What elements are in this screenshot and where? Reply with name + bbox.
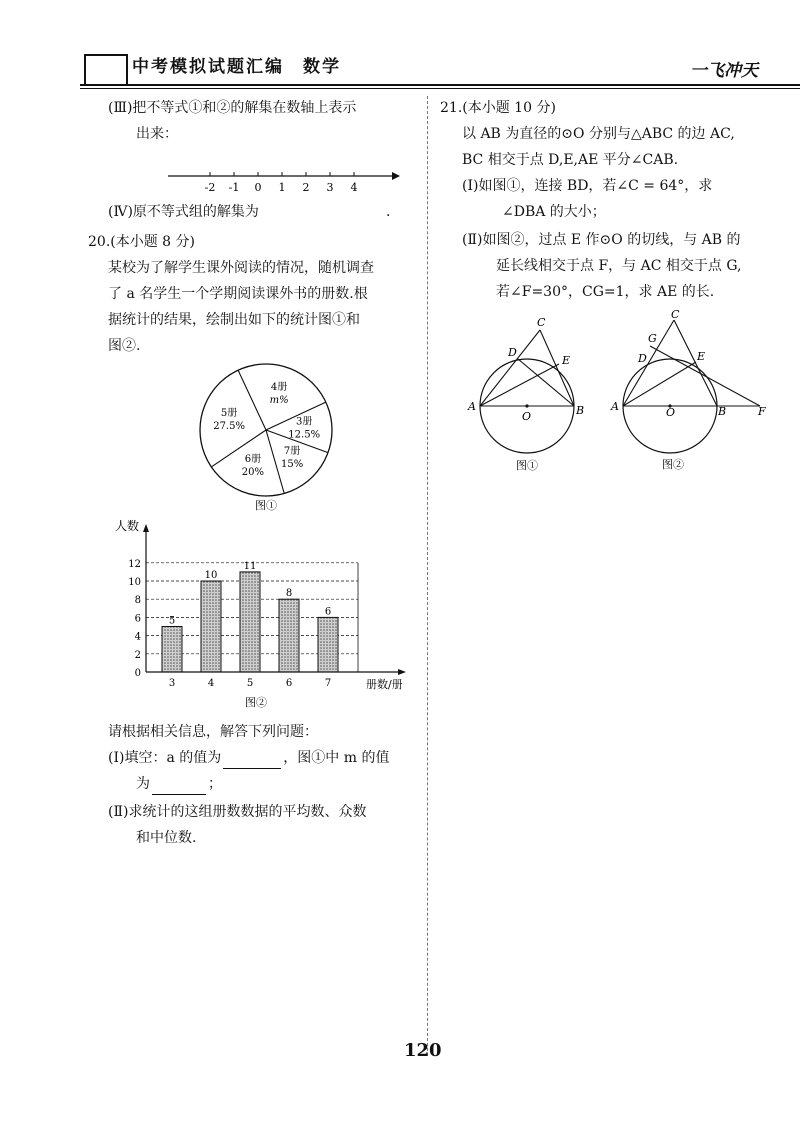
fig1-label-e: E [562, 354, 571, 367]
q20-ask: 请根据相关信息，解答下列问题： [108, 724, 318, 740]
q21-part1-b: ∠DBA 的大小； [502, 204, 606, 220]
column-divider [427, 96, 428, 1056]
q20-part1-line2 [136, 774, 222, 795]
geometry-figure-2 [608, 308, 778, 472]
fig1-label-b: B [576, 404, 585, 417]
fig2-label-d: D [638, 352, 647, 365]
pie-slice-name: 7册 [283, 446, 301, 457]
bar-y-arrow [143, 524, 149, 532]
pie-slices [200, 364, 332, 496]
number-line-ticks [205, 172, 358, 194]
fig2-label-o: O [666, 406, 676, 419]
bar-7 [318, 617, 338, 672]
bar-xtick-label: 7 [324, 678, 332, 689]
pie-slice-label: 27.5% [213, 420, 245, 432]
number-line-tick-label: -2 [204, 181, 216, 194]
q20-line1: 某校为了解学生课外阅读的情况，随机调查 [108, 260, 374, 276]
header-rule-thin [80, 88, 800, 89]
number-line [160, 166, 400, 196]
bar-caption: 图② [245, 696, 267, 709]
q20-part1-b: ，图①中 m 的值 [283, 750, 390, 766]
fig1-label-a: A [468, 400, 476, 413]
bar-6 [279, 599, 299, 672]
bar-ytick-label: 0 [134, 668, 141, 679]
q21-part2-b: 延长线相交于点 F，与 AC 相交于点 G, [496, 258, 742, 274]
answer-blank-m[interactable] [152, 780, 206, 795]
bar-ytick-label: 10 [128, 577, 141, 588]
fig2-label-a: A [611, 400, 619, 413]
bar-value-label: 6 [324, 606, 332, 618]
bar-ytick-label: 4 [134, 631, 141, 643]
q20-part1-line [108, 748, 389, 769]
pie-slice-label: 20% [241, 467, 265, 478]
q20-line3: 据统计的结果，绘制出如下的统计图①和 [108, 312, 360, 328]
bar-x-arrow [398, 669, 406, 675]
number-line-tick-label: 0 [254, 181, 262, 194]
q19-part3-cont: 出来： [136, 126, 178, 142]
header-logo [84, 54, 128, 86]
fig1-label-c: C [537, 316, 546, 329]
number-line-tick-label: 4 [350, 181, 358, 194]
header-rule [80, 84, 800, 86]
fig1-center-dot [525, 404, 528, 407]
pie-slice-name: 3册 [296, 416, 313, 428]
fig2-caption: 图② [662, 458, 684, 471]
q21-title: 21.(本小题 10 分) [440, 100, 556, 116]
q20-part2-line2: 和中位数. [136, 830, 197, 846]
number-line-arrow [392, 172, 400, 180]
fig2-label-c: C [671, 308, 680, 321]
fig2-label-f: F [758, 405, 766, 418]
fig2-label-e: E [697, 350, 706, 363]
q20-title: 20.(本小题 8 分) [88, 234, 195, 250]
number-line-tick-label: 2 [302, 181, 310, 194]
bar-ytick-label: 12 [128, 558, 141, 570]
fig2-segment-ae [623, 362, 696, 406]
number-line-tick-label: 1 [278, 181, 286, 194]
fig1-label-o: O [522, 410, 532, 423]
fig1-side-ac [480, 330, 540, 406]
fig1-caption: 图① [516, 459, 538, 472]
bar-5 [240, 572, 260, 672]
q20-part1-a: (Ⅰ)填空：a 的值为 [108, 750, 222, 766]
bar-bars [162, 561, 338, 672]
number-line-tick-label: 3 [326, 181, 334, 194]
q19-part4-text: (Ⅳ)原不等式组的解集为 [108, 204, 259, 220]
number-line-tick-label: -1 [228, 181, 240, 194]
bar-xtick-label: 4 [207, 678, 215, 689]
header-brand: 一飞冲天 [690, 61, 758, 81]
pie-slice-name: 4册 [270, 382, 288, 393]
q21-part1-a: (Ⅰ)如图①，连接 BD，若∠C = 64°，求 [462, 178, 713, 194]
q19-part4-line [108, 202, 259, 223]
pie-slice-name: 6册 [244, 454, 262, 465]
bar-xlabel: 册数/册 [366, 678, 403, 691]
bar-xtick-label: 5 [246, 678, 254, 689]
fig1-segment-ae [480, 364, 559, 406]
pie-slice-label: 12.5% [288, 429, 321, 441]
q20-part1-d: ； [208, 776, 222, 792]
fig1-side-bc [540, 330, 574, 406]
bar-ytick-label: 2 [134, 649, 141, 661]
q21-line1: 以 AB 为直径的⊙O 分别与△ABC 的边 AC, [462, 126, 735, 142]
bar-value-label: 11 [243, 560, 257, 572]
q21-line2: BC 相交于点 D,E,AE 平分∠CAB. [462, 152, 679, 168]
pie-chart [196, 362, 336, 514]
answer-blank-a[interactable] [223, 754, 281, 769]
q20-part2-line: (Ⅱ)求统计的这组册数数据的平均数、众数 [108, 804, 367, 820]
fig1-label-d: D [508, 346, 517, 359]
fig2-label-b: B [718, 405, 727, 418]
q20-part1-c: 为 [136, 776, 150, 792]
geometry-figure-1 [462, 312, 597, 472]
fig2-label-g: G [648, 332, 657, 345]
header-title: 中考模拟试题汇编 数学 [132, 57, 341, 77]
bar-xtick-label: 6 [285, 678, 293, 689]
q21-part2-a: (Ⅱ)如图②，过点 E 作⊙O 的切线，与 AB 的 [462, 232, 741, 248]
q20-line2: 了 a 名学生一个学期阅读课外书的册数.根 [108, 286, 368, 302]
bar-value-label: 8 [285, 588, 293, 600]
q21-part2-c: 若∠F=30°，CG=1，求 AE 的长. [496, 284, 715, 300]
bar-3 [162, 627, 182, 673]
bar-xtick-label: 3 [168, 678, 176, 689]
bar-ylabel: 人数 [115, 519, 140, 533]
q19-part3-line: (Ⅲ)把不等式①和②的解集在数轴上表示 [108, 100, 357, 116]
pie-slice-name: 5册 [220, 407, 238, 419]
pie-slice-label: m% [269, 395, 289, 406]
pie-slice-label: 15% [280, 459, 304, 470]
q19-part4-dot: . [386, 204, 391, 220]
bar-chart [110, 518, 420, 710]
bar-ytick-label: 6 [134, 613, 141, 625]
pie-caption: 图① [255, 499, 277, 512]
bar-value-label: 10 [204, 570, 218, 581]
page-number: 120 [404, 1040, 442, 1061]
bar-ytick-label: 8 [134, 595, 141, 607]
bar-4 [201, 581, 221, 672]
q20-line4: 图②. [108, 338, 141, 354]
bar-value-label: 5 [168, 615, 176, 627]
